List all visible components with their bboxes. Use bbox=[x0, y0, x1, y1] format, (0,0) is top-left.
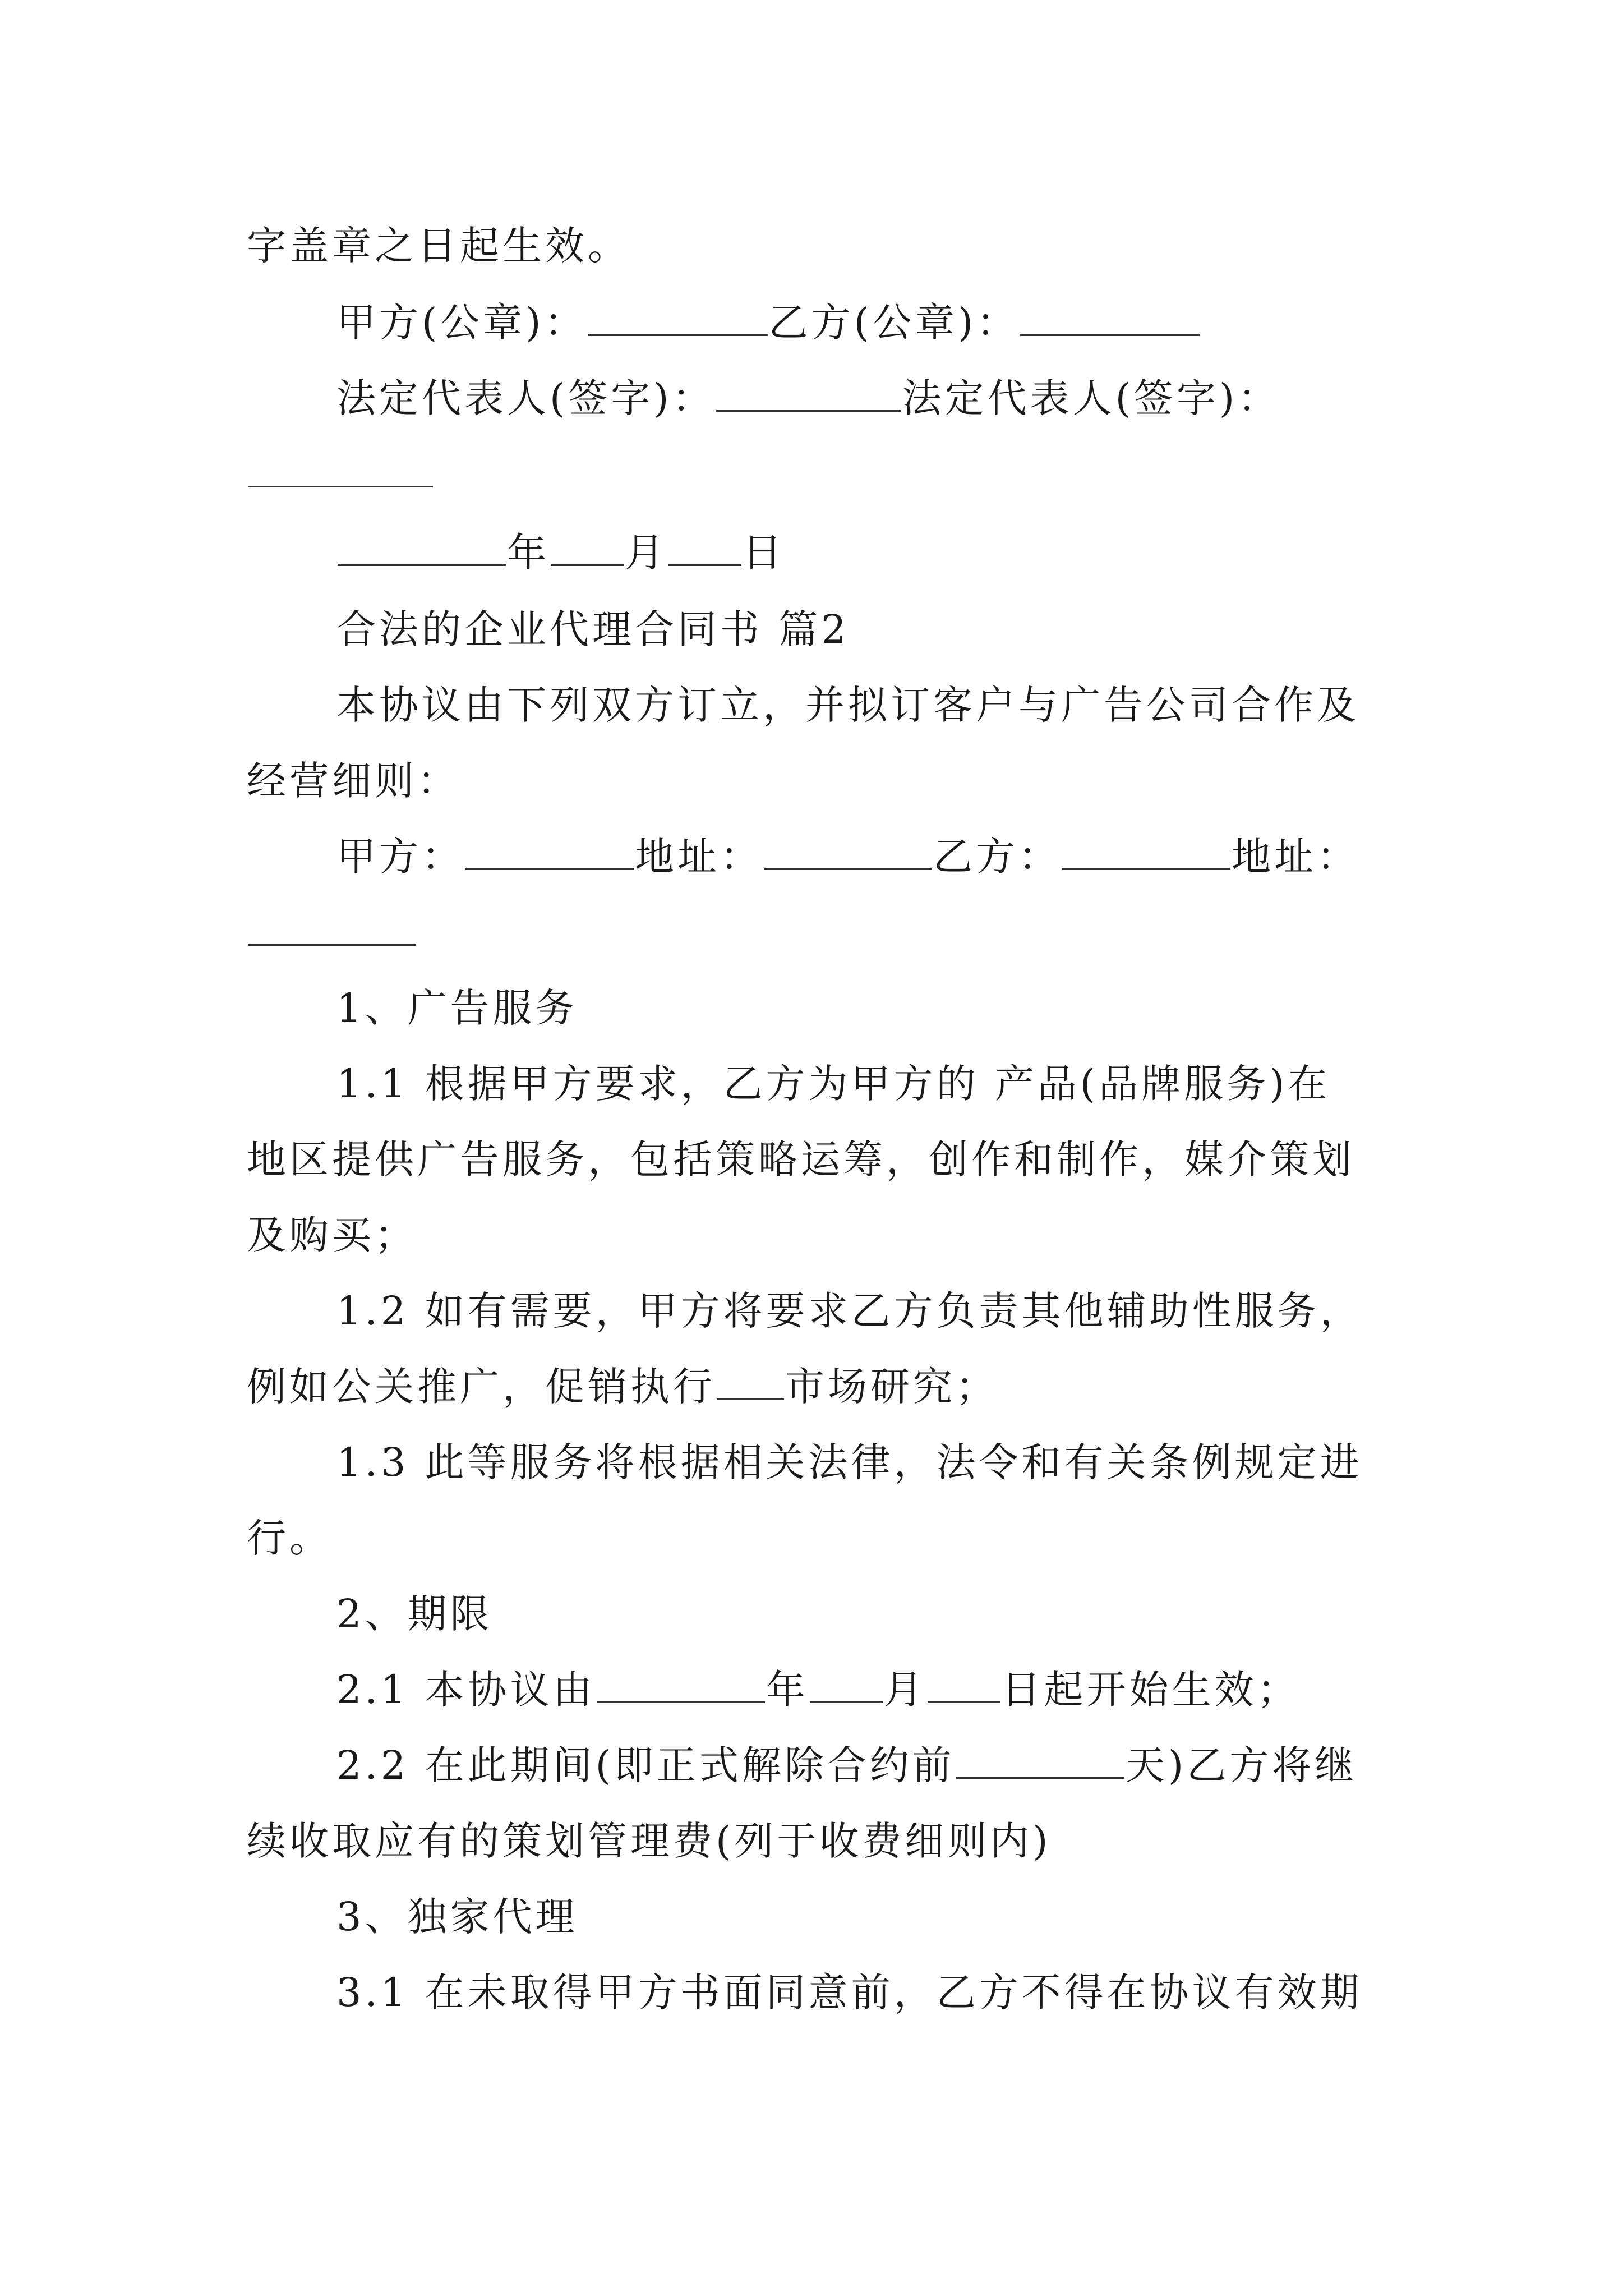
parties-line bbox=[336, 823, 1391, 890]
party-b-rep-blank bbox=[248, 447, 433, 487]
signature-seal-line bbox=[336, 289, 1391, 356]
month-label: 月 bbox=[883, 1667, 926, 1713]
text: 1.2 如有需要，甲方将要求乙方负责其他辅助性服务， bbox=[336, 1288, 1363, 1334]
clause-1-2-blank bbox=[717, 1359, 784, 1400]
party-b-address-label: 地址： bbox=[1232, 834, 1359, 880]
party-b-blank bbox=[1062, 829, 1230, 870]
party-a-rep-label: 法定代表人(签字)： bbox=[336, 375, 715, 421]
clause-2-2 bbox=[336, 1732, 1391, 1799]
month-blank bbox=[551, 525, 624, 566]
clause-1-1-end bbox=[247, 1202, 1391, 1269]
text: 2.1 本协议由 bbox=[336, 1667, 596, 1713]
parties-continuation bbox=[247, 899, 1391, 966]
text: 行。 bbox=[247, 1515, 332, 1561]
text: 1.1 根据甲方要求，乙方为甲方的 产品(品牌服务)在 bbox=[336, 1061, 1331, 1107]
year-label: 年 bbox=[507, 530, 550, 576]
heading-text: 3、独家代理 bbox=[336, 1894, 578, 1940]
text-line-intro bbox=[336, 671, 1391, 739]
date-line bbox=[336, 519, 1391, 586]
party-a-blank bbox=[465, 829, 634, 870]
clause-1-2-continuation bbox=[247, 1353, 1391, 1420]
clause-2-1-day-blank bbox=[928, 1662, 1000, 1703]
text: 天)乙方将继 bbox=[1125, 1742, 1358, 1788]
text: 1.3 此等服务将根据相关法律，法令和有关条例规定进 bbox=[336, 1439, 1363, 1485]
year-blank bbox=[338, 525, 506, 566]
text-line-effective bbox=[247, 212, 1391, 279]
clause-1-1-continuation bbox=[247, 1126, 1391, 1193]
party-b-seal-blank bbox=[1020, 295, 1200, 336]
clause-2-1-year-blank bbox=[597, 1662, 765, 1703]
day-blank bbox=[668, 525, 741, 566]
text: 字盖章之日起生效。 bbox=[247, 223, 630, 269]
clause-1-1 bbox=[336, 1050, 1391, 1117]
heading-text: 1、广告服务 bbox=[336, 985, 578, 1031]
party-a-seal-label: 甲方(公章)： bbox=[336, 300, 587, 346]
clause-2-2-days-blank bbox=[956, 1738, 1124, 1779]
clause-2-1 bbox=[336, 1656, 1391, 1723]
party-b-address-blank bbox=[248, 905, 416, 946]
clause-3-1 bbox=[336, 1959, 1391, 2026]
text: 2.2 在此期间(即正式解除合约前 bbox=[336, 1742, 955, 1788]
clause-1-3 bbox=[336, 1429, 1391, 1496]
legal-rep-continuation bbox=[247, 440, 1391, 508]
year-label: 年 bbox=[766, 1667, 809, 1713]
clause-2-2-continuation bbox=[247, 1807, 1391, 1875]
text-line-intro-continuation bbox=[247, 747, 1391, 815]
text: 市场研究； bbox=[785, 1364, 998, 1410]
party-a-address-blank bbox=[764, 829, 932, 870]
party-b-rep-label: 法定代表人(签字)： bbox=[902, 375, 1281, 421]
clause-heading-2 bbox=[336, 1580, 1391, 1648]
day-label: 日 bbox=[743, 530, 785, 576]
heading-text: 2、期限 bbox=[336, 1591, 493, 1637]
clause-heading-1 bbox=[336, 974, 1391, 1042]
text: 本协议由下列双方订立，并拟订客户与广告公司合作及 bbox=[336, 682, 1359, 728]
clause-1-2 bbox=[336, 1277, 1391, 1345]
text: 经营细则： bbox=[247, 758, 460, 804]
clause-2-1-month-blank bbox=[810, 1662, 883, 1703]
clause-1-3-end bbox=[247, 1504, 1391, 1572]
party-a-rep-blank bbox=[716, 371, 901, 412]
text: 3.1 在未取得甲方书面同意前，乙方不得在协议有效期 bbox=[336, 1970, 1363, 2016]
party-a-label: 甲方： bbox=[336, 834, 464, 880]
party-a-seal-blank bbox=[588, 295, 768, 336]
text: 及购买； bbox=[247, 1212, 417, 1258]
party-a-address-label: 地址： bbox=[635, 834, 763, 880]
text: 日起开始生效； bbox=[1001, 1667, 1300, 1713]
party-b-label: 乙方： bbox=[933, 834, 1061, 880]
month-label: 月 bbox=[625, 530, 667, 576]
clause-heading-3 bbox=[336, 1883, 1391, 1950]
section-heading-part2 bbox=[336, 596, 1391, 663]
heading-text: 合法的企业代理合同书 篇2 bbox=[336, 606, 850, 652]
text: 续收取应有的策划管理费(列于收费细则内) bbox=[247, 1818, 1052, 1864]
text: 地区提供广告服务，包括策略运筹，创作和制作，媒介策划 bbox=[247, 1137, 1355, 1182]
legal-rep-line bbox=[336, 365, 1391, 432]
text: 例如公关推广，促销执行 bbox=[247, 1364, 716, 1410]
party-b-seal-label: 乙方(公章)： bbox=[768, 300, 1020, 346]
